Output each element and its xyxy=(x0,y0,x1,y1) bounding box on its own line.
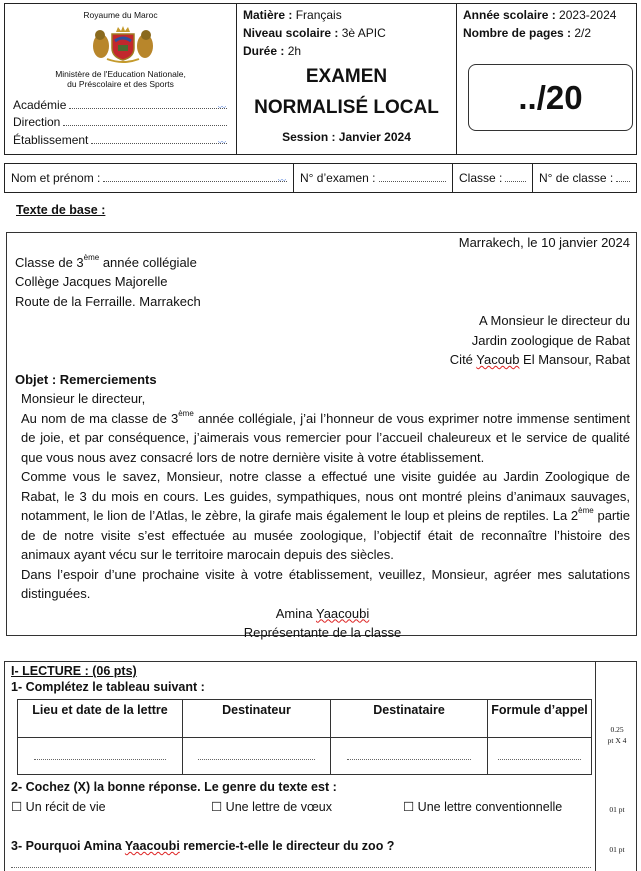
choice-lettre-de-voeux[interactable]: ☐ Une lettre de vœux xyxy=(211,800,332,814)
choice-recit-de-vie[interactable]: ☐ Un récit de vie xyxy=(11,800,106,814)
kingdom-label: Royaume du Maroc xyxy=(83,10,158,20)
col-destinataire: Destinataire xyxy=(331,700,488,738)
etablissement-field[interactable]: Établissement 〰 xyxy=(13,133,225,147)
letter-signature-role: Représentante de la classe xyxy=(243,625,402,640)
letter-paragraph-3: Dans l’espoir d’une prochaine visite à votre établissement, veuillez, Monsieur, agréer mes salutations distinguées. xyxy=(21,566,630,601)
sender-line-3: Route de la Ferraille. Marrakech xyxy=(15,293,201,309)
sender-line-1: Classe de 3ème année collégiale xyxy=(15,252,197,270)
genre-choices xyxy=(11,799,594,814)
q1-points: 0.25 pt X 4 xyxy=(607,725,627,745)
table-header-row xyxy=(18,700,592,738)
letter-paragraph-1: Au nom de ma classe de 3ème année collégiale, j’ai l’honneur de vous exprimer notre immense sentiment de joie, et par conséquence, j’aimerais vous remercier pour l’accueil chaleureux et le service de qualité que vous nous avez consacré lors de notre dernière visite à votre établissement. xyxy=(21,408,630,465)
letter-paragraph-2: Comme vous le savez, Monsieur, notre classe a effectué une visite guidée au Jardin Zoologique de Rabat, le 3 du mois en cours. Les guides, sympathiques, nous ont montré pleins d’animaux sauvages, notamment, le lion de l’Atlas, le zèbre, la girafe mais également le loup et pleins de reptiles. La 2ème partie de de notre visite s’est effectuée au musée zoologique, l’objectif était de reconnaître l’histoire des animaux ayant vécu sur le territoire marocain depuis des siècles. xyxy=(21,469,630,562)
exam-title-line1: EXAMEN xyxy=(305,66,388,87)
table-answer-row xyxy=(18,738,592,775)
matiere-line: Matière : Français xyxy=(243,8,342,22)
numero-examen-field[interactable]: N° d’examen : xyxy=(294,164,453,192)
session-label: Session : Janvier 2024 xyxy=(282,130,411,144)
recipient-line-1: A Monsieur le directeur du xyxy=(478,313,630,328)
letter-elements-table xyxy=(17,699,592,775)
q3-points: 01 pt xyxy=(609,845,625,854)
col-destinateur: Destinateur xyxy=(183,700,331,738)
answer-destinataire[interactable] xyxy=(331,738,488,775)
answer-lieu-date[interactable] xyxy=(18,738,183,775)
choice-lettre-conventionnelle[interactable]: ☐ Une lettre conventionnelle xyxy=(403,800,563,814)
lecture-section xyxy=(4,661,637,871)
answer-formule-appel[interactable] xyxy=(488,738,592,775)
direction-field[interactable]: Direction xyxy=(13,115,227,129)
question-3-answer-line[interactable] xyxy=(11,867,591,868)
q2-points: 01 pt xyxy=(609,805,625,814)
answer-destinateur[interactable] xyxy=(183,738,331,775)
duree-line: Durée : 2h xyxy=(243,44,302,58)
letter-signature-name: Amina Yaacoubi xyxy=(275,605,370,621)
letter-text-box xyxy=(6,232,637,640)
sender-line-2: Collège Jacques Majorelle xyxy=(15,274,168,289)
recipient-line-2: Jardin zoologique de Rabat xyxy=(471,332,630,348)
header-institution-cell xyxy=(5,4,237,154)
letter-salutation: Monsieur le directeur, xyxy=(21,391,146,406)
letter-date-place: Marrakech, le 10 janvier 2024 xyxy=(458,235,630,250)
col-formule-appel: Formule d’appel xyxy=(488,700,592,738)
classe-field[interactable]: Classe : xyxy=(453,164,533,192)
letter-object: Objet : Remerciements xyxy=(15,371,157,387)
recipient-line-3: Cité Yacoub El Mansour, Rabat xyxy=(449,352,630,367)
base-text-title: Texte de base : xyxy=(16,203,106,217)
academie-field[interactable]: Académie 〰 xyxy=(13,98,225,112)
exam-title-line2: NORMALISÉ LOCAL xyxy=(254,97,439,118)
nom-prenom-field[interactable]: Nom et prénom : 〰 xyxy=(5,164,294,192)
points-column xyxy=(596,662,638,871)
niveau-line: Niveau scolaire : 3è APIC xyxy=(243,26,386,40)
question-3: 3- Pourquoi Amina Yaacoubi remercie-t-elle le directeur du zoo ? xyxy=(11,839,395,853)
lecture-questions xyxy=(5,662,596,871)
header-exam-cell xyxy=(237,4,457,154)
col-lieu-date: Lieu et date de la lettre xyxy=(18,700,183,738)
exam-header xyxy=(4,3,637,155)
ministry-label: Ministère de l'Education Nationale, du Préscolaire et des Sports xyxy=(55,69,186,89)
question-1: 1- Complétez le tableau suivant : xyxy=(11,680,205,694)
pages-line: Nombre de pages : 2/2 xyxy=(463,26,592,40)
question-2: 2- Cochez (X) la bonne réponse. Le genre du texte est : xyxy=(11,780,337,794)
annee-line: Année scolaire : 2023-2024 xyxy=(463,8,617,22)
numero-classe-field[interactable]: N° de classe : xyxy=(533,164,636,192)
header-score-cell xyxy=(457,4,636,154)
coat-of-arms-icon xyxy=(87,24,159,64)
score-box[interactable]: ../20 xyxy=(468,64,633,131)
lecture-title: I- LECTURE : (06 pts) xyxy=(11,664,137,678)
student-info-row xyxy=(4,163,637,193)
